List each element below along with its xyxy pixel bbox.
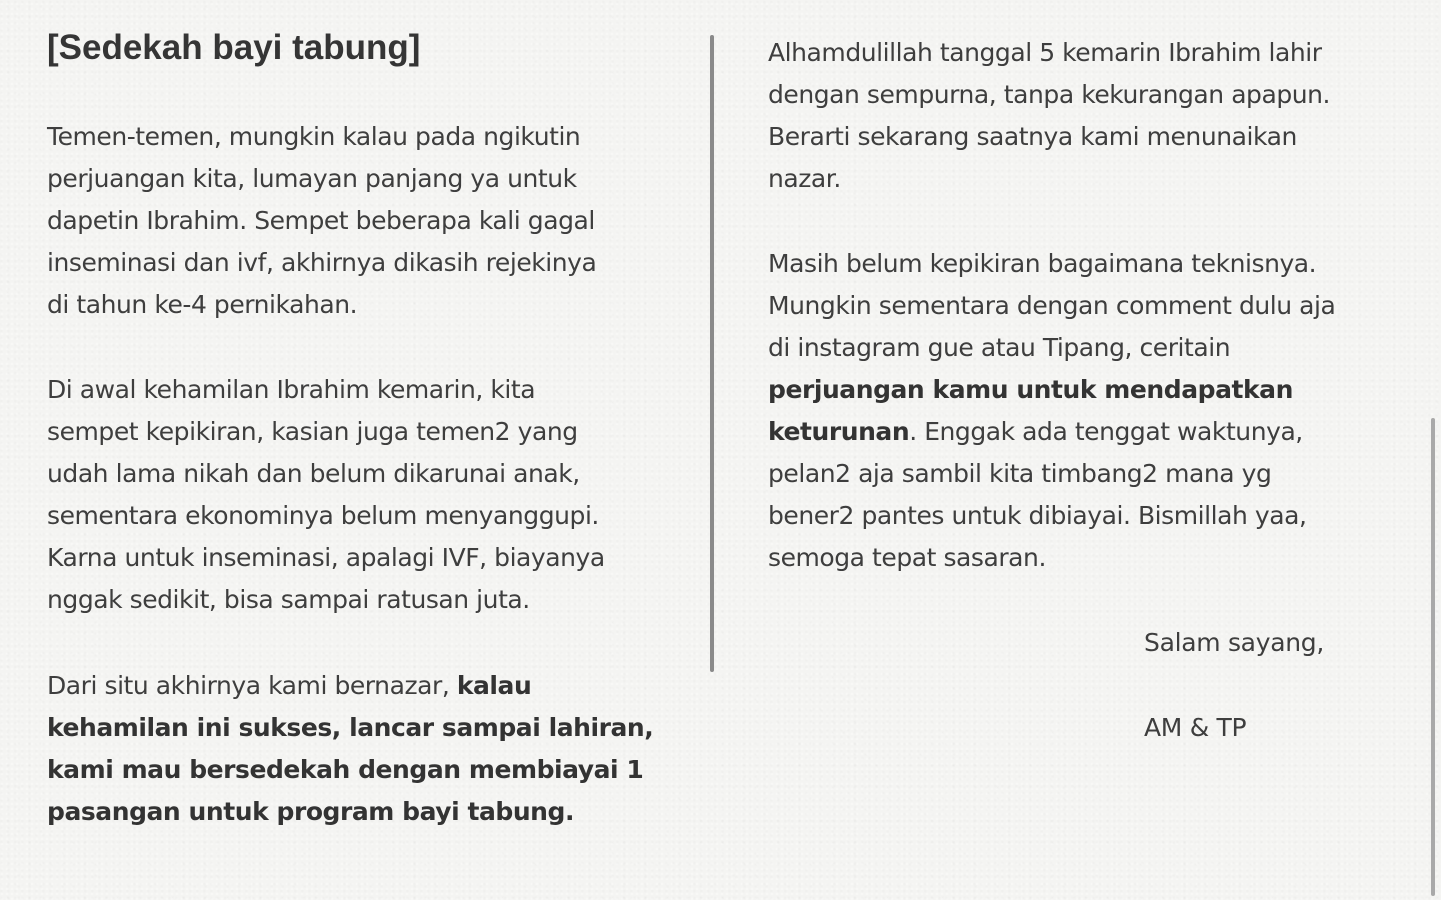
text-line: di instagram gue atau Tipang, ceritain (768, 333, 1231, 362)
text-line: di tahun ke-4 pernikahan. (47, 290, 358, 319)
text-line: dapetin Ibrahim. Sempet beberapa kali gagal (47, 206, 595, 235)
text-line: semoga tepat sasaran. (768, 543, 1046, 572)
vow-intro-text: Dari situ akhirnya kami bernazar, (47, 671, 457, 700)
text-line: bener2 pantes untuk dibiayai. Bismillah yaa, (768, 501, 1307, 530)
vow-bold-text: kami mau bersedekah dengan membiayai 1 (47, 755, 644, 784)
deadline-text: . Enggak ada tenggat waktunya, (909, 417, 1303, 446)
column-divider (710, 35, 714, 672)
paragraph-instructions (768, 243, 1335, 579)
text-line: Di awal kehamilan Ibrahim kemarin, kita (47, 375, 536, 404)
text-line: perjuangan kita, lumayan panjang ya untuk (47, 164, 577, 193)
text-line (768, 369, 1335, 411)
text-line (47, 665, 653, 707)
text-line (47, 749, 653, 791)
closing-greeting: Salam sayang, (1144, 628, 1324, 657)
signature: AM & TP (1144, 713, 1247, 742)
vertical-scrollbar[interactable] (1431, 418, 1435, 896)
text-line (768, 411, 1335, 453)
paragraph-empathy (47, 369, 605, 621)
text-line: inseminasi dan ivf, akhirnya dikasih rejekinya (47, 248, 597, 277)
paragraph-birth (768, 32, 1330, 200)
highlight-bold-text: keturunan (768, 417, 910, 446)
paragraph-vow (47, 665, 653, 833)
highlight-bold-text: perjuangan kamu untuk mendapatkan (768, 375, 1293, 404)
post-title: [Sedekah bayi tabung] (47, 28, 421, 67)
text-line: udah lama nikah dan belum dikarunai anak, (47, 459, 580, 488)
text-line: Mungkin sementara dengan comment dulu aja (768, 291, 1336, 320)
text-line: Alhamdulillah tanggal 5 kemarin Ibrahim lahir (768, 38, 1322, 67)
text-line: nggak sedikit, bisa sampai ratusan juta. (47, 585, 530, 614)
vow-bold-text: kehamilan ini sukses, lancar sampai lahiran, (47, 713, 654, 742)
text-line: Masih belum kepikiran bagaimana teknisnya. (768, 249, 1317, 278)
text-line (47, 791, 653, 833)
text-line: nazar. (768, 164, 841, 193)
text-line: Berarti sekarang saatnya kami menunaikan (768, 122, 1297, 151)
text-line (47, 707, 653, 749)
paragraph-struggle (47, 116, 596, 326)
vow-bold-text: kalau (456, 671, 532, 700)
vow-bold-text: pasangan untuk program bayi tabung. (47, 797, 575, 826)
text-line: Temen-temen, mungkin kalau pada ngikutin (47, 122, 581, 151)
text-line: sempet kepikiran, kasian juga temen2 yang (47, 417, 578, 446)
text-line: pelan2 aja sambil kita timbang2 mana yg (768, 459, 1272, 488)
text-line: sementara ekonominya belum menyanggupi. (47, 501, 599, 530)
text-line: Karna untuk inseminasi, apalagi IVF, biayanya (47, 543, 605, 572)
text-line: dengan sempurna, tanpa kekurangan apapun. (768, 80, 1331, 109)
